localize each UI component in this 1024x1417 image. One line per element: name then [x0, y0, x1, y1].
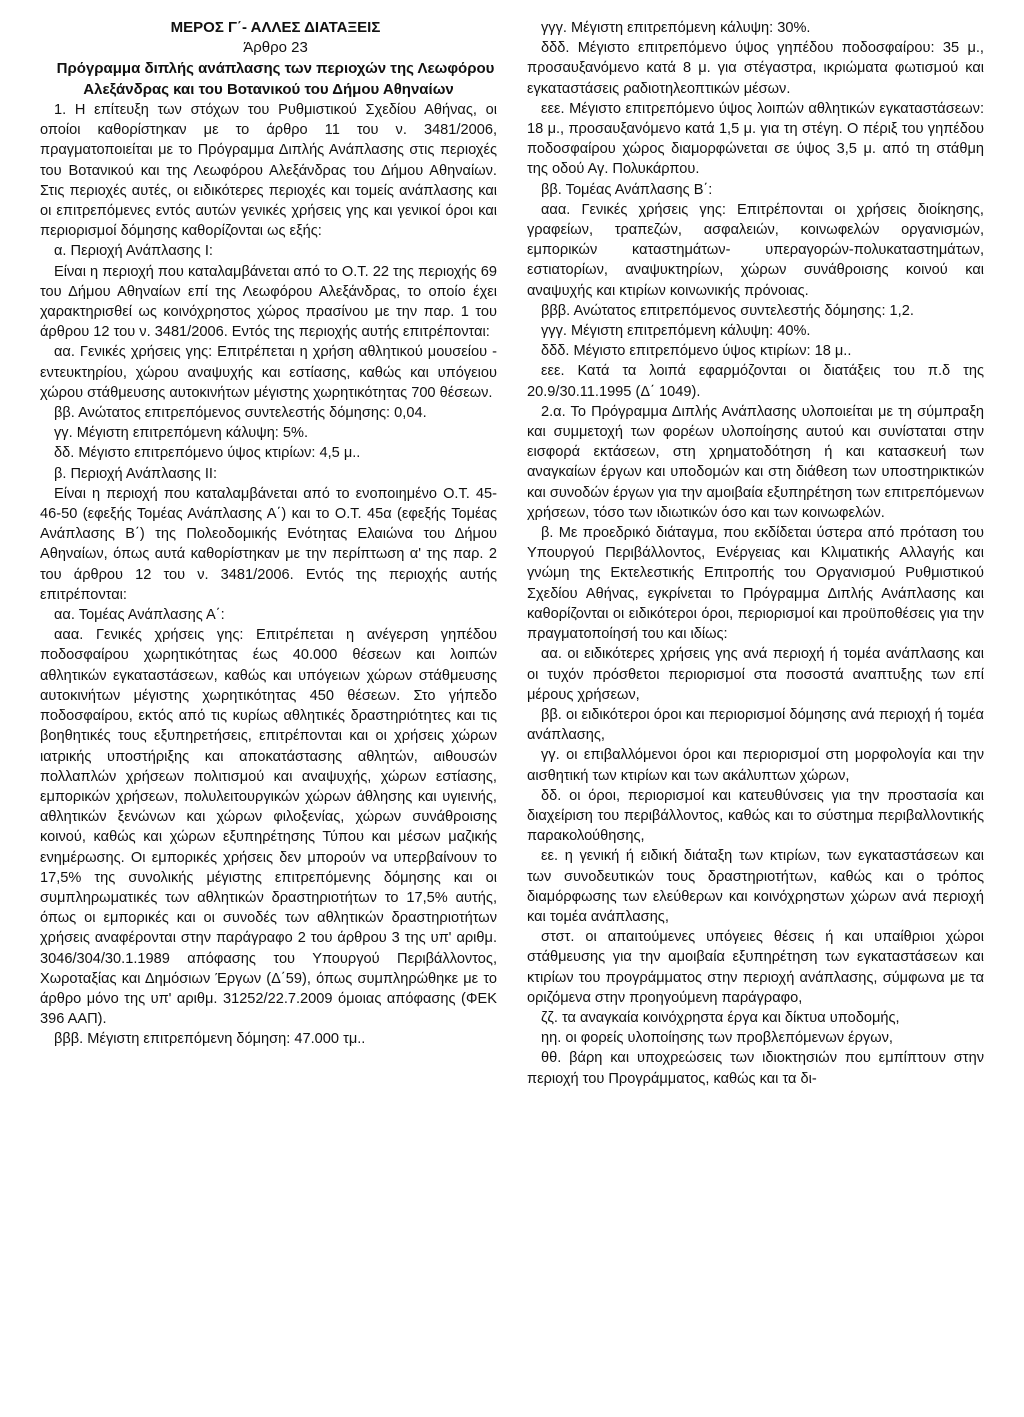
paragraph: αα. Γενικές χρήσεις γης: Επιτρέπεται η χρήση αθλητικού μουσείου - εντευκτηρίου, χώρου αναψυχής και εστίασης, καθώς και υπόγειου χώρου στάθμευσης αυτοκινήτων μέγιστης χωρητικότητας 700 θέσεων. — [40, 344, 497, 401]
paragraph: στστ. οι απαιτούμενες υπόγειες θέσεις ή και υπαίθριοι χώροι στάθμευσης για την αμοιβαία εξυπηρέτηση των εγκαταστάσεων και κτιρίων του προγράμματος στην περιοχή ανάπλασης, σύμφωνα με τα οριζόμενα στην προηγούμενη παράγραφο, — [527, 929, 984, 1006]
article-number: Άρθρο 23 — [243, 39, 308, 56]
paragraph: γγγ. Μέγιστη επιτρεπόμενη κάλυψη: 30%. — [541, 20, 811, 36]
paragraph: γγ. οι επιβαλλόμενοι όροι και περιορισμοί στη μορφολογία και την αισθητική των κτιρίων και των ακάλυπτων χώρων, — [527, 747, 984, 784]
paragraph: 2.α. Το Πρόγραμμα Διπλής Ανάπλασης υλοποιείται με τη σύμπραξη και συμμετοχή των φορέων υλοποίησης αυτού και συνίσταται στην εισφορά εκτάσεων, στη χρηματοδότηση ή και κατασκευή των αναγκαίων έργων και υποδομών και στη διάθεση των υποστηρικτικών και συνοδών έργων για την αμοιβαία εξυπηρέτηση των επιτρεπόμενων χρήσεων, τόσο των ιδιωτικών όσο και των κοινωφελών. — [527, 403, 984, 521]
paragraph: ββ. οι ειδικότεροι όροι και περιορισμοί δόμησης ανά περιοχή ή τομέα ανάπλασης, — [527, 706, 984, 744]
article-title: Πρόγραμμα διπλής ανάπλασης των περιοχών της Λεωφόρου Αλεξάνδρας και του Βοτανικού του Δήμου Αθηναίων — [56, 60, 495, 98]
paragraph: βββ. Μέγιστη επιτρεπόμενη δόμηση: 47.000 τμ.. — [54, 1031, 366, 1048]
paragraph: δδδ. Μέγιστο επιτρεπόμενο ύψος γηπέδου ποδοσφαίρου: 35 μ., προσαυξανόμενο κατά 8 μ. για στέγαστρα, ικριώματα φωτισμού και εγκαταστάσεις ραδιοτηλεοπτικών μέσων. — [527, 40, 984, 97]
paragraph: ζζ. τα αναγκαία κοινόχρηστα έργα και δίκτυα υποδομής, — [541, 1009, 900, 1026]
paragraph: ββ. Τομέας Ανάπλασης Β΄: — [541, 181, 713, 198]
paragraph: α. Περιοχή Ανάπλασης Ι: — [54, 243, 213, 260]
right-column — [527, 18, 984, 1417]
paragraph: ηη. οι φορείς υλοποίησης των προβλεπόμενων έργων, — [541, 1030, 893, 1047]
paragraph: δδ. οι όροι, περιορισμοί και κατευθύνσεις για την προστασία και διαχείριση του περιβάλλοντος, καθώς και το σύστημα περιβαλλοντικής παρακολούθησης, — [527, 787, 984, 845]
paragraph: γγ. Μέγιστη επιτρεπόμενη κάλυψη: 5%. — [54, 425, 309, 442]
paragraph: ααα. Γενικές χρήσεις γης: Επιτρέπεται η ανέγερση γηπέδου ποδοσφαίρου χωρητικότητας έως 40.000 θέσεων και λοιπών αθλητικών εγκαταστάσεων, καθώς και υπόγειων χώρων στάθμευσης αυτοκινήτων μέγιστης χωρητικότητας 450 θέσεων. Στο γήπεδο ποδοσφαίρου, εκτός από τις κυρίως αθλητικές δραστηριότητες και τις βοηθητικές τους εξυπηρετήσεις, επιτρέπονται και οι χρήσεις χώρων ιατρικής υποστήριξης και αποκατάστασης αθλητών, αιθουσών πολλαπλών χρήσεων πολιτισμού και αναψυχής, χώρων εστίασης, εμπορικών χρήσεων, πολυλειτουργικών χώρων άθλησης και υγιεινής, αθλητικών ξενώνων και χώρων φιλοξενίας, χώρων συνάθροισης κοινού, καθώς και χώρων εξυπηρέτησης Τύπου και μέσων μαζικής ενημέρωσης. Οι εμπορικές χρήσεις δεν μπορούν να υπερβαίνουν το 17,5% της συνολικής μέγιστης επιτρεπόμενης δόμησης και οι συμπληρωματικές των αθλητικών δραστηριοτήτων το 17,5% αυτής, όπως οι εμπορικές και οι συνοδές των αθλητικών δραστηριοτήτων χρήσεις αναφέρονται στην παράγραφο 2 του άρθρου 3 της υπ' αριθμ. 3046/304/30.1.1989 απόφασης του Υπουργού Περιβάλλοντος, Χωροταξίας και Δημόσιων Έργων (Δ΄59), όπως συμπληρώθηκε με το άρθρο μόνο της υπ' αριθμ. 31252/22.7.2009 όμοιας απόφασης (ΦΕΚ 396 ΑΑΠ). — [40, 627, 497, 1028]
paragraph: αα. οι ειδικότερες χρήσεις γης ανά περιοχή ή τομέα ανάπλασης και οι τυχόν πρόσθετοι περιορισμοί στα ποσοστά αναπτυξης των επί μέρους χρήσεων, — [527, 646, 984, 703]
paragraph: θθ. βάρη και υποχρεώσεις των ιδιοκτησιών που εμπίπτουν στην περιοχή του Προγράμματος, καθώς και τα δι- — [527, 1050, 984, 1087]
paragraph: εε. η γενική ή ειδική διάταξη των κτιρίων, των εγκαταστάσεων και των συνοδευτικών τους δραστηριοτήτων, καθώς και ο τρόπος διαμόρφωσης των ελεύθερων και κοινόχρηστων χώρων ανά περιοχή και τομέα ανάπλασης, — [527, 848, 984, 925]
paragraph: εεε. Μέγιστο επιτρεπόμενο ύψος λοιπών αθλητικών εγκαταστάσεων: 18 μ., προσαυξανόμενο κατά 1,5 μ. για τη στέγη. Ο πέριξ του γηπέδου ποδοσφαίρου χώρος διαμορφώνεται σε ύψος 3,5 μ. από τη στάθμη της οδού Αγ. Πολυκάρπου. — [527, 100, 984, 178]
paragraph: ααα. Γενικές χρήσεις γης: Επιτρέπονται οι χρήσεις διοίκησης, γραφείων, τραπεζών, ασφαλειών, κοινωφελών οργανισμών, εμπορικών καταστημάτων- υπεραγορών-πολυκαταστημάτων, εστιατορίων, αναψυκτηρίων, χώρων συνάθροισης κοινού και αναψυχής και κτιρίων κοινωνικής πρόνοιας. — [527, 201, 984, 299]
paragraph: Είναι η περιοχή που καταλαμβάνεται από το ενοποιημένο Ο.Τ. 45-46-50 (εφεξής Τομέας Ανάπλασης Α΄) και το Ο.Τ. 45α (εφεξής Τομέας Ανάπλασης Β΄) της Πολεοδομικής Ενότητας Ελαιώνα του Δήμου Αθηναίων, όπως αυτά καθορίστηκαν με την περίπτωση α' της παρ. 2 του άρθρου 12 του ν. 3481/2006. Εντός της περιοχής αυτής επιτρέπονται: — [40, 485, 497, 603]
paragraph: ββ. Ανώτατος επιτρεπόμενος συντελεστής δόμησης: 0,04. — [54, 405, 427, 422]
paragraph: β. Περιοχή Ανάπλασης ΙΙ: — [54, 465, 218, 482]
left-column — [40, 18, 497, 1417]
paragraph: 1. Η επίτευξη των στόχων του Ρυθμιστικού Σχεδίου Αθήνας, οι οποίοι καθορίστηκαν με το άρθρο 11 του ν. 3481/2006, πραγματοποιείται με το Πρόγραμμα Διπλής Ανάπλασης στις περιοχές του Βοτανικού και της Λεωφόρου Αλεξάνδρας του Δήμου Αθηναίων. Στις περιοχές αυτές, οι ειδικότερες περιοχές και τομείς ανάπλασης και οι επιτρεπόμενες εντός αυτών γενικές χρήσεις γης και γενικοί όροι και περιορισμοί δόμησης καθορίζονται ως εξής: — [40, 102, 497, 240]
paragraph: βββ. Ανώτατος επιτρεπόμενος συντελεστής δόμησης: 1,2. — [541, 302, 914, 319]
part-title: ΜΕΡΟΣ Γ΄- ΑΛΛΕΣ ΔΙΑΤΑΞΕΙΣ — [170, 19, 381, 36]
paragraph: δδ. Μέγιστο επιτρεπόμενο ύψος κτιρίων: 4,5 μ.. — [54, 445, 361, 462]
paragraph: γγγ. Μέγιστη επιτρεπόμενη κάλυψη: 40%. — [541, 323, 811, 340]
paragraph: β. Με προεδρικό διάταγμα, που εκδίδεται ύστερα από πρόταση του Υπουργού Περιβάλλοντος, Ενέργειας και Κλιματικής Αλλαγής και γνώμη της Εκτελεστικής Επιτροπής του Οργανισμού Ρυθμιστικού Σχεδίου Αθήνας, εγκρίνεται το Πρόγραμμα Διπλής Ανάπλασης και καθορίζονται οι ειδικότεροι όροι, περιορισμοί και προϋποθέσεις για την πραγματοποίησή του και ιδίως: — [527, 525, 984, 643]
paragraph: εεε. Κατά τα λοιπά εφαρμόζονται οι διατάξεις του π.δ της 20.9/30.11.1995 (Δ΄ 1049). — [527, 363, 984, 400]
paragraph: Είναι η περιοχή που καταλαμβάνεται από το Ο.Τ. 22 της περιοχής 69 του Δήμου Αθηναίων επί της Λεωφόρου Αλεξάνδρας, το οποίο έχει χαρακτηρισθεί ως κοινόχρηστος χώρος πρασίνου με την παρ. 1 του άρθρου 12 του ν. 3481/2006. Εντός της περιοχής αυτής επιτρέπονται: — [40, 263, 497, 341]
paragraph: αα. Τομέας Ανάπλασης Α΄: — [54, 607, 225, 624]
paragraph: δδδ. Μέγιστο επιτρεπόμενο ύψος κτιρίων: 18 μ.. — [541, 343, 852, 360]
